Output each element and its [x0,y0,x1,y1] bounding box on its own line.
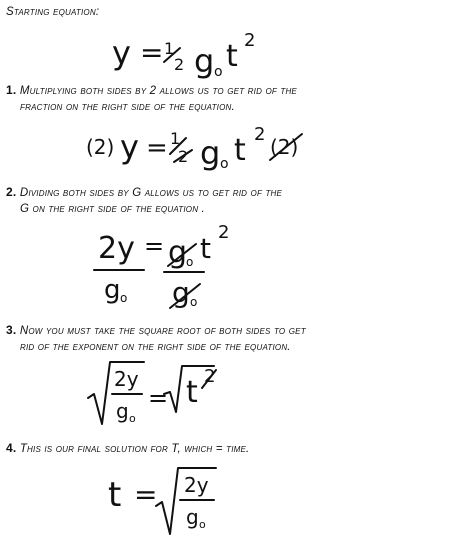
eq-equals: = [134,478,158,511]
starting-equation-label: Starting equation: [6,6,100,18]
denominator-g-subscript: o [120,291,128,305]
t-symbol: t [234,133,246,168]
step-2-text: 2. Dividing both sides by G allows us to get rid of the G on the right side of the equation . [6,185,283,215]
multiply-factor: (2) [86,135,115,159]
denominator-g-subscript: o [199,518,206,531]
denominator-g: g [116,399,129,423]
step-3-equation [86,358,246,430]
t-symbol: t [200,232,211,265]
fraction-denominator: 2 [174,55,185,74]
t-exponent: 2 [218,222,230,243]
right-denominator-subscript: o [190,295,198,309]
g-subscript: o [186,255,194,269]
eq-equals: = [146,133,168,163]
right-denominator-g: g [172,276,190,309]
fraction-denominator: 2 [178,147,189,166]
t-symbol: t [186,375,198,410]
final-equation [104,462,254,538]
eq-equals: = [144,232,165,260]
denominator-g: g [186,505,199,529]
t-symbol: t [108,475,122,515]
fraction-numerator: 1 [170,129,181,148]
eq-lhs-y: y [120,128,139,166]
g-subscript: o [220,156,229,172]
numerator-2y: 2y [184,473,209,497]
step-2-equation [92,222,252,312]
step-3-text: 3. Now you must take the square root of both sides to get rid of the exponent on the right side of the equation. [6,323,306,353]
step-4-text: 4. This is our final solution for T, which = time. [6,441,250,455]
t-symbol: t [226,39,238,74]
step-1-equation [86,120,346,174]
t-exponent: 2 [244,30,256,51]
denominator-g: g [104,275,121,305]
t-exponent: 2 [254,124,266,145]
g-symbol: g [200,134,221,172]
t-exponent: 2 [204,366,216,387]
denominator-g-subscript: o [129,412,136,425]
g-symbol: g [194,42,215,80]
numerator-2y: 2y [114,367,139,391]
starting-equation [112,26,292,80]
numerator-2y: 2y [98,231,135,266]
g-symbol: g [168,235,188,270]
eq-lhs-y: y [112,34,131,72]
g-subscript: o [214,64,223,80]
fraction-numerator: 1 [164,39,175,58]
eq-equals: = [148,384,169,412]
trailing-factor: (2) [270,135,299,159]
eq-equals: = [140,36,164,69]
step-1-text: 1. Multiplying both sides by 2 allows us to get rid of the fraction on the right side of the equation. [6,83,297,113]
